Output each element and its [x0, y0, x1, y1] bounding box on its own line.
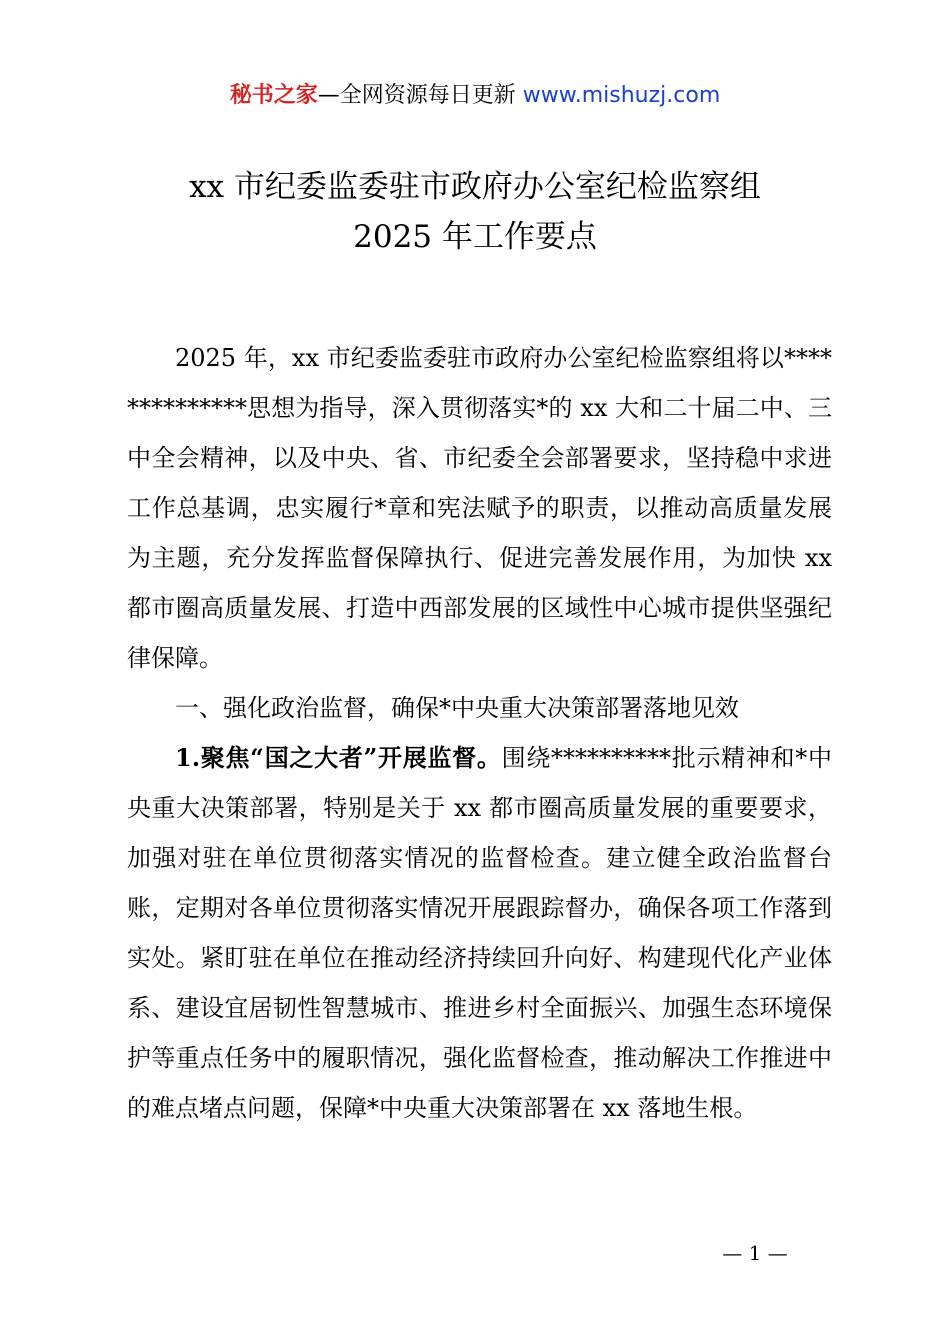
banner-brand: 秘书之家 — [229, 83, 318, 108]
intro-paragraph: 2025 年，xx 市纪委监委驻市政府办公室纪检监察组将以**************思想为指导，深入贯彻落实*的 xx 大和二十届二中、三中全会精神，以及中央、省、市纪委全会部署要求，坚持稳中求进工作总基调，忠实履行*章和宪法赋予的职责，以推动高质量发展为主题，充分发挥监督保障执行、促进完善发展作用，为加快 xx 都市圈高质量发展、打造中西部发展的区域性中心城市提供坚强纪律保障。 — [127, 344, 832, 672]
item-1-lead: 1.聚焦“国之大者”开展监督。 — [175, 743, 502, 772]
title-line-1: xx 市纪委监委驻市政府办公室纪检监察组 — [189, 169, 761, 205]
banner-tagline: —全网资源每日更新 — [317, 83, 523, 108]
item-1-text: 围绕**********批示精神和*中央重大决策部署，特别是关于 xx 都市圈高质量发展的重要要求，加强对驻在单位贯彻落实情况的监督检查。建立健全政治监督台账，定期对各单位贯彻落实情况开展跟踪督办，确保各项工作落到实处。紧盯驻在单位在推动经济持续回升向好、构建现代化产业体系、建设宜居韧性智慧城市、推进乡村全面振兴、加强生态环境保护等重点任务中的履职情况，强化监督检查，推动解决工作推进中的难点堵点问题，保障*中央重大决策部署在 xx 落地生根。 — [127, 744, 832, 1122]
document-title — [0, 162, 950, 262]
site-banner — [0, 80, 950, 112]
title-line-2: 2025 年工作要点 — [353, 219, 597, 255]
document-body — [127, 333, 832, 1133]
item-1-paragraph — [127, 733, 832, 1133]
page-number: — 1 — — [722, 1241, 788, 1265]
section-1-heading: 一、强化政治监督，确保*中央重大决策部署落地见效 — [175, 694, 739, 722]
banner-url-link[interactable]: www.mishuzj.com — [522, 83, 721, 108]
